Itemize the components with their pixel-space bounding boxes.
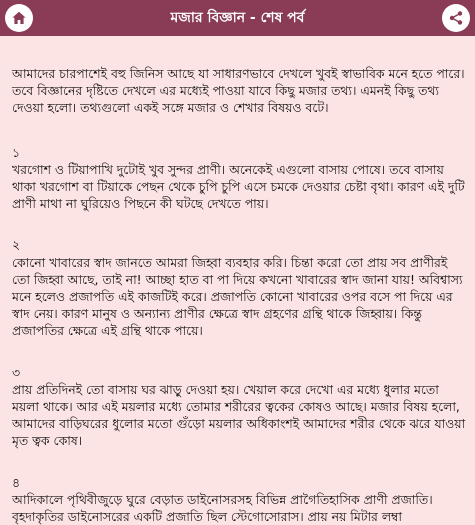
section-number: ২ [12, 237, 21, 253]
share-button[interactable] [442, 4, 470, 32]
share-icon [448, 10, 464, 26]
section-text: প্রায় প্রতিদিনই তো বাসায় ঘর ঝাড়ু দেওয়া হয়। খেয়াল করে দেখো এর মধ্যে ধুলার মতো ময়লা থাকে। আর এই ময়লার মধ্যে তোমার শরীরের ত্বকের কোষও আছে। মজার বিষয় হলো, আমাদের বাড়িঘরের ধুলোর মতো গুঁড়ো ময়লার অধিকাংশই আমাদের শরীর থেকে ঝরে যাওয়া মৃত ত্বক কোষ। [12, 381, 466, 449]
section-text: কোনো খাবারের স্বাদ জানতে আমরা জিহ্বা ব্যবহার করি। চিন্তা করো তো প্রায় সব প্রাণীরই তো জিহ্বা আছে, তাই না! আচ্ছা হাত বা পা দিয়ে কখনো খাবারের স্বাদ জানা যায়! অবিশ্বাস্য মনে হলেও প্রজাপতি এই কাজটিই করে। প্রজাপতি কোনো খাবারের ওপর বসে পা দিয়ে এর স্বাদ নেয়। কারণ মানুষ ও অন্যান্য প্রাণীর ক্ষেত্রে স্বাদ গ্রহণের গ্রন্থি থাকে জিহ্বায়। কিন্তু প্রজাপতির ক্ষেত্রে এই গ্রন্থি থাকে পায়ে। [12, 254, 463, 339]
section-number: ৩ [12, 364, 21, 380]
app-header [0, 0, 475, 36]
article-body [0, 36, 475, 525]
section-number: ১ [12, 144, 21, 160]
article-scroll-area[interactable] [0, 36, 475, 525]
section-text: আদিকালে পৃথিবীজুড়ে ঘুরে বেড়াত ডাইনোসরসহ বিভিন্ন প্রাগৈতিহাসিক প্রাণী প্রজাতি। বৃহদাকৃতির ডাইনোসরের একটি প্রজাতি ছিল স্টেগোসোরাস। প্রায় নয় মিটার লম্বা [12, 491, 433, 525]
section-number: ৪ [12, 474, 21, 490]
article-intro: আমাদের চারপাশেই বহু জিনিস আছে যা সাধারণভাবে দেখলে খুবই স্বাভাবিক মনে হতে পারে। তবে বিজ্ঞানের দৃষ্টিতে দেখলে এর মধ্যেই পাওয়া যাবে কিছু মজার তথ্য। এমনই কিছু তথ্য দেওয়া হলো। তথ্যগুলো একই সঙ্গে মজার ও শেখার বিষয়ও বটে। [12, 66, 465, 116]
page-title: মজার বিজ্ঞান - শেষ পর্ব [170, 10, 305, 26]
section-text: খরগোশ ও টিয়াপাখি দুটোই খুব সুন্দর প্রাণী। অনেকেই এগুলো বাসায় পোষে। তবে বাসায় থাকা খরগোশ বা টিয়াকে পেছন থেকে চুপি চুপি এসে চমকে দেওয়ার চেষ্টা বৃথা। কারণ এই দুটি প্রাণী মাথা না ঘুরিয়েও পিছনে কী ঘটছে দেখতে পায়। [12, 161, 465, 212]
